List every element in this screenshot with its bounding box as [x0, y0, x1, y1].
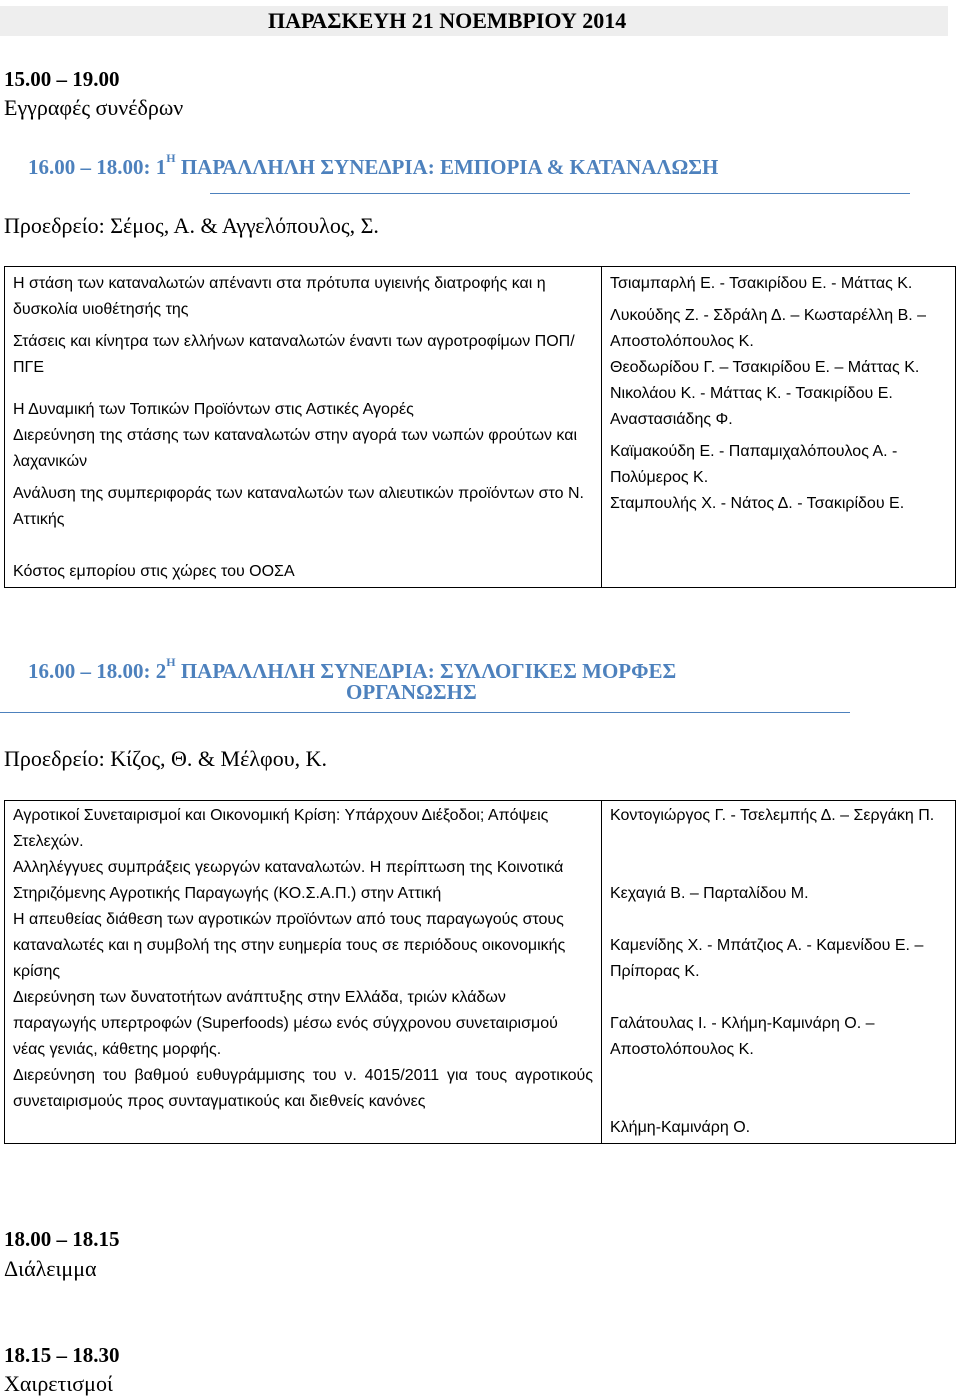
session2-number: 2 [155, 659, 167, 683]
greetings-label: Χαιρετισμοί [4, 1371, 113, 1396]
session2-heading: ΠΑΡΑΛΛΗΛΗ ΣΥΝΕΔΡΙΑ: ΣΥΛΛΟΓΙΚΕΣ ΜΟΡΦΕΣ [180, 659, 677, 683]
list-item: Διερεύνηση του βαθμού ευθυγράμμισης του ν. 4015/2011 για τους αγροτικούς συνεταιρισμούς προς συνταγματικούς και διεθνείς κανόνες [13, 1067, 593, 1110]
list-item: Διερεύνηση των δυνατοτήτων ανάπτυξης στην Ελλάδα, τριών κλάδων παραγωγής υπερτροφών (Superfoods) μέσω ενός σύγχρονου συνεταιρισμού νέας γενιάς, κάθετης μορφής. [13, 989, 558, 1058]
list-item: Νικολάου Κ. - Μάττας Κ. - Τσακιρίδου Ε. Αναστασιάδης Φ. [610, 385, 893, 428]
list-item: Αλληλέγγυες συμπράξεις γεωργών καταναλωτών. Η περίπτωση της Κοινοτικά Στηριζόμενης Αγροτικής Παραγωγής (ΚΟ.Σ.Α.Π.) στην Αττική [13, 859, 564, 902]
list-item: Σταμπουλής Χ. - Νάτος Δ. - Τσακιρίδου Ε. [610, 495, 905, 512]
list-item: Καϊμακούδη Ε. - Παπαμιχαλόπουλος Α. - Πολύμερος Κ. [610, 443, 898, 486]
date-header: ΠΑΡΑΣΚΕΥΗ 21 ΝΟΕΜΒΡΙΟΥ 2014 [268, 8, 627, 33]
list-item: Λυκούδης Ζ. - Σδράλη Δ. – Κωσταρέλλη Β. – Αποστολόπουλος Κ. [610, 307, 927, 350]
list-item: Η απευθείας διάθεση των αγροτικών προϊόντων από τους παραγωγούς στους καταναλωτές και η συμβολή της στην ευημερία τους σε περιόδους οικονομικής κρίσης [13, 911, 566, 980]
list-item: Τσιαμπαρλή Ε. - Τσακιρίδου Ε. - Μάττας Κ. [610, 275, 913, 292]
list-item: Κόστος εμπορίου στις χώρες του ΟΟΣΑ [13, 563, 295, 580]
session1-number: 1 [155, 155, 167, 179]
session1-authors-cell [602, 267, 956, 588]
table-row [5, 267, 956, 588]
registration-time: 15.00 – 19.00 [4, 67, 120, 91]
table-row [5, 801, 956, 1144]
session2-heading-line2: ΟΡΓΑΝΩΣΗΣ [346, 680, 477, 704]
session1-table [4, 266, 956, 588]
session2-time: 16.00 – 18.00: [28, 659, 151, 683]
session1-chairs: Προεδρείο: Σέμος, Α. & Αγγελόπουλος, Σ. [4, 213, 379, 238]
registration-label: Εγγραφές συνέδρων [4, 95, 184, 120]
list-item: Στάσεις και κίνητρα των ελλήνων καταναλωτών έναντι των αγροτροφίμων ΠΟΠ/ΠΓΕ [13, 333, 575, 376]
session2-authors-cell [602, 801, 956, 1144]
list-item: Η Δυναμική των Τοπικών Προϊόντων στις Αστικές Αγορές [13, 401, 414, 418]
session1-sup: Η [166, 151, 176, 165]
list-item: Ανάλυση της συμπεριφοράς των καταναλωτών των αλιευτικών προϊόντων στο Ν. Αττικής [13, 485, 584, 528]
session2-table [4, 800, 956, 1144]
list-item: Κλήμη-Καμινάρη Ο. [610, 1119, 751, 1136]
list-item: Η στάση των καταναλωτών απέναντι στα πρότυπα υγιεινής διατροφής και η δυσκολία υιοθέτησής της [13, 275, 546, 318]
greetings-time: 18.15 – 18.30 [4, 1343, 120, 1367]
session1-underline [210, 193, 910, 194]
session2-sup: Η [166, 655, 176, 669]
session1-time: 16.00 – 18.00: [28, 155, 151, 179]
session1-title [28, 144, 718, 181]
list-item: Καμενίδης Χ. - Μπάτζιος Α. - Καμενίδου Ε. – Πρίπορας Κ. [610, 937, 924, 980]
list-item: Κοντογιώργος Γ. - Τσελεμπής Δ. – Σεργάκη Π. [610, 807, 935, 824]
list-item: Θεοδωρίδου Γ. – Τσακιρίδου Ε. – Μάττας Κ. [610, 359, 920, 376]
session1-heading: ΠΑΡΑΛΛΗΛΗ ΣΥΝΕΔΡΙΑ: ΕΜΠΟΡΙΑ & ΚΑΤΑΝΑΛΩΣΗ [180, 155, 719, 179]
list-item: Κεχαγιά Β. – Παρταλίδου Μ. [610, 885, 809, 902]
session2-underline [0, 712, 850, 713]
break-time: 18.00 – 18.15 [4, 1227, 120, 1251]
date-header-bar [0, 6, 948, 36]
list-item: Γαλάτουλας Ι. - Κλήμη-Καμινάρη Ο. – Αποστολόπουλος Κ. [610, 1015, 875, 1058]
session2-papers-cell [5, 801, 602, 1144]
session1-papers-cell [5, 267, 602, 588]
list-item: Διερεύνηση της στάσης των καταναλωτών στην αγορά των νωπών φρούτων και λαχανικών [13, 427, 578, 470]
break-label: Διάλειμμα [4, 1256, 97, 1281]
list-item: Αγροτικοί Συνεταιρισμοί και Οικονομική Κρίση: Υπάρχουν Διέξοδοι; Απόψεις Στελεχών. [13, 807, 549, 850]
session2-chairs: Προεδρείο: Κίζος, Θ. & Μέλφου, Κ. [4, 746, 327, 771]
